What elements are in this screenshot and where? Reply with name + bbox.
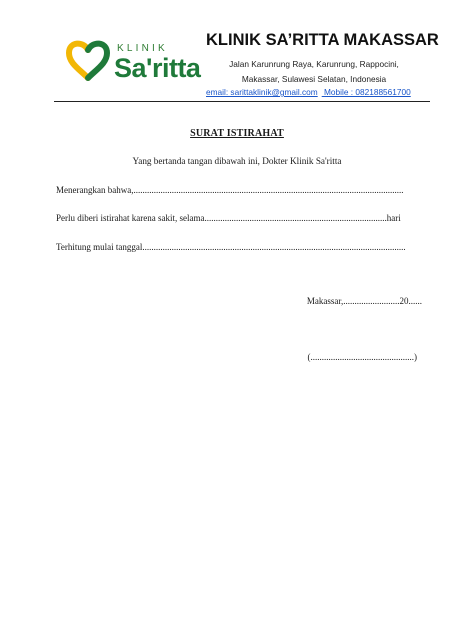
email-link[interactable]: email: sarittaklinik@gmail.com xyxy=(206,87,318,97)
clinic-name: KLINIK SA’RITTA MAKASSAR xyxy=(206,31,439,49)
address-line-1: Jalan Karunrung Raya, Karunrung, Rappocini, xyxy=(229,59,399,69)
rest-duration-line: Perlu diberi istirahat karena sakit, selama.................................................................................hari xyxy=(56,213,401,223)
header-divider xyxy=(54,101,430,102)
mobile-number: Mobile : 082188561700 xyxy=(324,87,411,97)
patient-name-line: Menerangkan bahwa,........................................................................................................................ xyxy=(56,185,404,195)
address-line-2: Makassar, Sulawesi Selatan, Indonesia xyxy=(241,74,387,84)
start-date-line: Terhitung mulai tanggal..................................................................................................................... xyxy=(56,242,406,252)
signature-line: (..............................................) xyxy=(307,352,417,362)
letter-title: SURAT ISTIRAHAT xyxy=(190,128,284,139)
contact-line xyxy=(206,87,415,97)
clinic-logo xyxy=(64,38,202,88)
intro-text: Yang bertanda tangan dibawah ini, Dokter Klinik Sa'ritta xyxy=(132,156,342,166)
logo-klinik-text: KLINIK xyxy=(117,43,168,54)
heart-logo-icon xyxy=(64,38,112,86)
logo-name-text: Sa'ritta xyxy=(114,53,201,83)
place-date-line: Makassar,.........................20...... xyxy=(306,296,422,306)
